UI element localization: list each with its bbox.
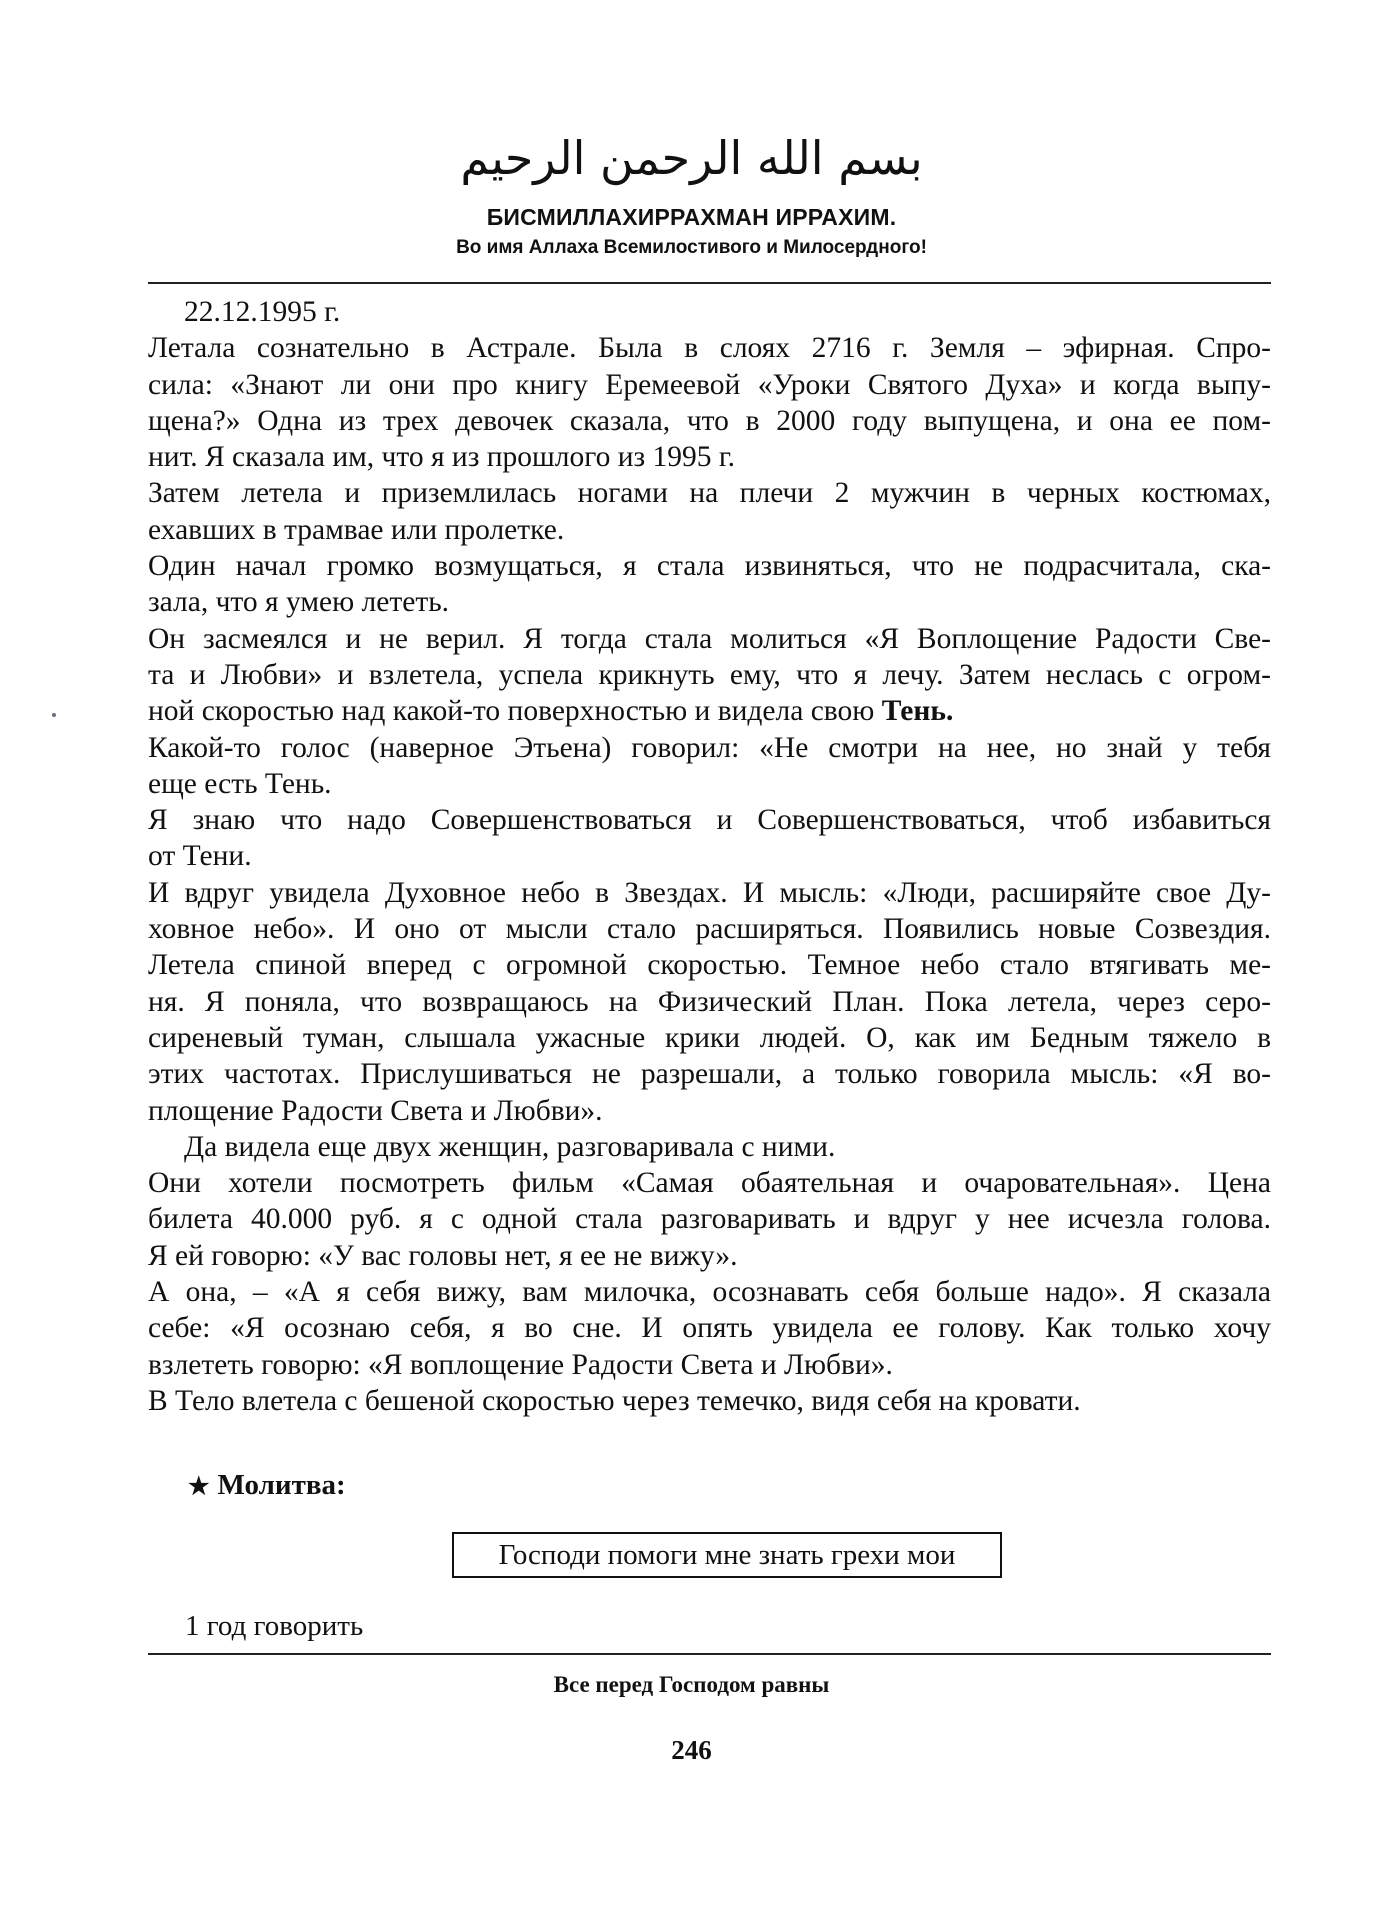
prayer-note: 1 год говорить bbox=[185, 1610, 364, 1642]
footer-motto: Все перед Господом равны bbox=[553, 1672, 830, 1697]
prayer-box: Господи помоги мне знать грехи мои bbox=[452, 1532, 1002, 1578]
text-line: Один начал громко возмущаться, я стала извиняться, что не подрасчитала, ска- bbox=[148, 550, 1271, 583]
header-subtitle: Во имя Аллаха Всемилостивого и Милосердного! bbox=[456, 237, 927, 258]
text-line: А она, – «А я себя вижу, вам милочка, осознавать себя больше надо». Я сказала bbox=[148, 1276, 1271, 1309]
top-divider bbox=[148, 282, 1271, 284]
star-icon: ★ bbox=[188, 1474, 210, 1500]
text-line: та и Любви» и взлетела, успела крикнуть ему, что я лечу. Затем неслась с огром- bbox=[148, 658, 1271, 691]
text-line: Затем летела и приземлилась ногами на плечи 2 мужчин в черных костюмах, bbox=[148, 477, 1271, 510]
text-line: еще есть Тень. bbox=[148, 767, 332, 800]
text-line: И вдруг увидела Духовное небо в Звездах. И мысль: «Люди, расширяйте свое Ду- bbox=[148, 876, 1271, 909]
text-line: Какой-то голос (наверное Этьена) говорил: «Не смотри на нее, но знай у тебя bbox=[148, 731, 1271, 764]
page-header bbox=[0, 118, 1383, 262]
text-line: Летела спиной вперед с огромной скоростью. Темное небо стало втягивать ме- bbox=[148, 949, 1271, 982]
text-line: Я ей говорю: «У вас головы нет, я ее не вижу». bbox=[148, 1239, 738, 1272]
text-line: ховное небо». И оно от мысли стало расширяться. Появились новые Созвездия. bbox=[148, 913, 1271, 946]
scan-speck bbox=[52, 713, 56, 717]
text-line: сила: «Знают ли они про книгу Еремеевой «Уроки Святого Духа» и когда выпу- bbox=[148, 368, 1271, 401]
text-segment: ной скоростью над какой-то поверхностью и видела свою bbox=[148, 695, 882, 728]
text-line: нит. Я сказала им, что я из прошлого из 1995 г. bbox=[148, 441, 736, 474]
text-line: ня. Я поняла, что возвращаюсь на Физический План. Пока летела, через серо- bbox=[148, 985, 1271, 1018]
page-number: 246 bbox=[671, 1735, 712, 1765]
prayer-heading-label: Молитва: bbox=[217, 1469, 346, 1501]
body-text bbox=[148, 294, 1271, 1419]
text-line: ехавших в трамвае или пролетке. bbox=[148, 513, 565, 546]
text-line: площение Радости Света и Любви». bbox=[148, 1094, 603, 1127]
text-line: взлететь говорю: «Я воплощение Радости Света и Любви». bbox=[148, 1348, 893, 1381]
bottom-divider bbox=[148, 1653, 1271, 1655]
text-line: Да видела еще двух женщин, разговаривала с ними. bbox=[184, 1130, 836, 1163]
text-line: от Тени. bbox=[148, 840, 252, 873]
text-line: этих частотах. Прислушиваться не разрешали, а только говорила мысль: «Я во- bbox=[148, 1058, 1271, 1091]
prayer-heading bbox=[188, 1467, 346, 1505]
bold-word-shadow: Тень. bbox=[881, 695, 954, 728]
text-line: Он засмеялся и не верил. Я тогда стала молиться «Я Воплощение Радости Све- bbox=[148, 622, 1271, 655]
text-line: Они хотели посмотреть фильм «Самая обаятельная и очаровательная». Цена bbox=[148, 1167, 1271, 1200]
text-line: себе: «Я осознаю себя, я во сне. И опять увидела ее голову. Как только хочу bbox=[148, 1312, 1271, 1345]
text-line: Я знаю что надо Совершенствоваться и Совершенствоваться, чтоб избавиться bbox=[148, 804, 1271, 837]
text-line: Летала сознательно в Астрале. Была в слоях 2716 г. Земля – эфирная. Спро- bbox=[148, 332, 1271, 365]
text-line-date: 22.12.1995 г. bbox=[184, 296, 341, 328]
arabic-basmala: بسم الله الرحمن الرحيم bbox=[460, 131, 923, 185]
text-line: В Тело влетела с бешеной скоростью через темечко, видя себя на кровати. bbox=[148, 1384, 1081, 1417]
text-line: билета 40.000 руб. я с одной стала разговаривать и вдруг у нее исчезла голова. bbox=[148, 1203, 1271, 1236]
text-line: щена?» Одна из трех девочек сказала, что в 2000 году выпущена, и она ее пом- bbox=[148, 404, 1271, 437]
text-line: сиреневый туман, слышала ужасные крики людей. О, как им Бедным тяжело в bbox=[148, 1021, 1271, 1054]
header-title: БИСМИЛЛАХИРРАХМАН ИРРАХИМ. bbox=[486, 204, 897, 230]
text-line bbox=[148, 693, 1271, 729]
text-line: зала, что я умею лететь. bbox=[148, 586, 450, 619]
